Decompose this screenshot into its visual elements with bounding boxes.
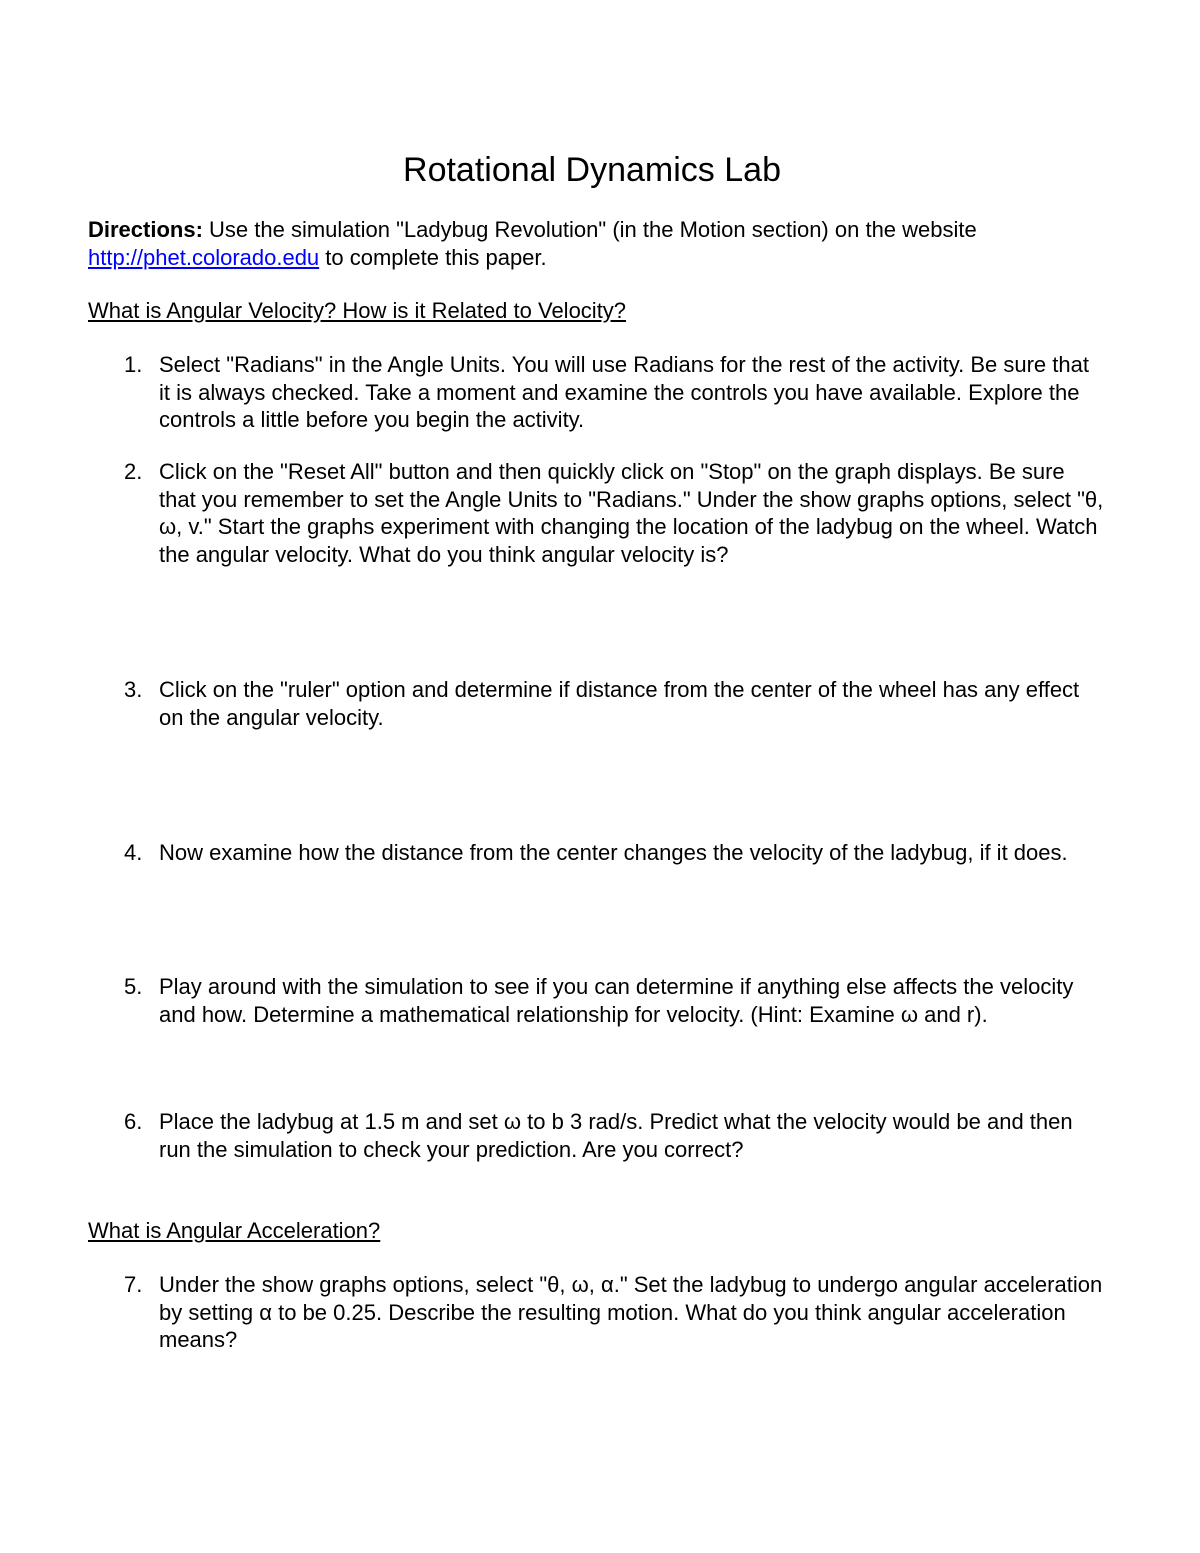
- question-number: 5.: [124, 974, 143, 999]
- question-number: 2.: [124, 459, 143, 484]
- directions-paragraph: [88, 216, 1098, 271]
- directions-label: Directions:: [88, 217, 203, 242]
- question-text: Click on the "ruler" option and determine if distance from the center of the wheel has any effect on the angular velocity.: [159, 677, 1080, 730]
- question-text: Now examine how the distance from the center changes the velocity of the ladybug, if it does.: [159, 840, 1068, 865]
- question-number: 7.: [124, 1272, 143, 1297]
- document-title: Rotational Dynamics Lab: [403, 151, 781, 189]
- question-text: Play around with the simulation to see if you can determine if anything else affects the velocity and how. Determine a mathematical relationship for velocity. (Hint: Examine ω and r).: [159, 974, 1074, 1027]
- question-item-3: [124, 676, 1104, 731]
- phet-website-link[interactable]: http://phet.colorado.edu: [88, 244, 320, 270]
- question-text: Click on the "Reset All" button and then quickly click on "Stop" on the graph displays. Be sure that you remember to set the Angle Units to "Radians." Under the show graphs options, select "θ, ω, v." Start the graphs experiment with changing the location of the ladybug on the wheel. Watch the angular velocity. What do you think angular velocity is?: [159, 459, 1104, 567]
- question-number: 3.: [124, 677, 143, 702]
- question-text: Under the show graphs options, select "θ, ω, α." Set the ladybug to undergo angular acceleration by setting α to be 0.25. Describe the resulting motion. What do you think angular acceleration means?: [159, 1272, 1103, 1352]
- question-text: Place the ladybug at 1.5 m and set ω to b 3 rad/s. Predict what the velocity would be and then run the simulation to check your prediction. Are you correct?: [159, 1109, 1073, 1162]
- question-item-5: [124, 973, 1104, 1028]
- directions-text-after-link: to complete this paper.: [319, 244, 547, 270]
- question-text: Select "Radians" in the Angle Units. You will use Radians for the rest of the activity. Be sure that it is always checked. Take a moment and examine the controls you have available. Explore the controls a little before you begin the activity.: [159, 352, 1089, 432]
- section-heading-angular-velocity: What is Angular Velocity? How is it Related to Velocity?: [88, 298, 627, 323]
- question-number: 4.: [124, 840, 143, 865]
- section-heading-angular-acceleration: What is Angular Acceleration?: [88, 1218, 381, 1243]
- directions-text-before-link: Use the simulation "Ladybug Revolution" (in the Motion section) on the website: [202, 217, 977, 242]
- question-item-7: [124, 1271, 1104, 1354]
- question-item-6: [124, 1108, 1104, 1163]
- question-number: 1.: [124, 352, 143, 377]
- question-item-1: [124, 351, 1104, 434]
- question-item-2: [124, 458, 1104, 568]
- question-number: 6.: [124, 1109, 143, 1134]
- question-item-4: [124, 839, 1104, 867]
